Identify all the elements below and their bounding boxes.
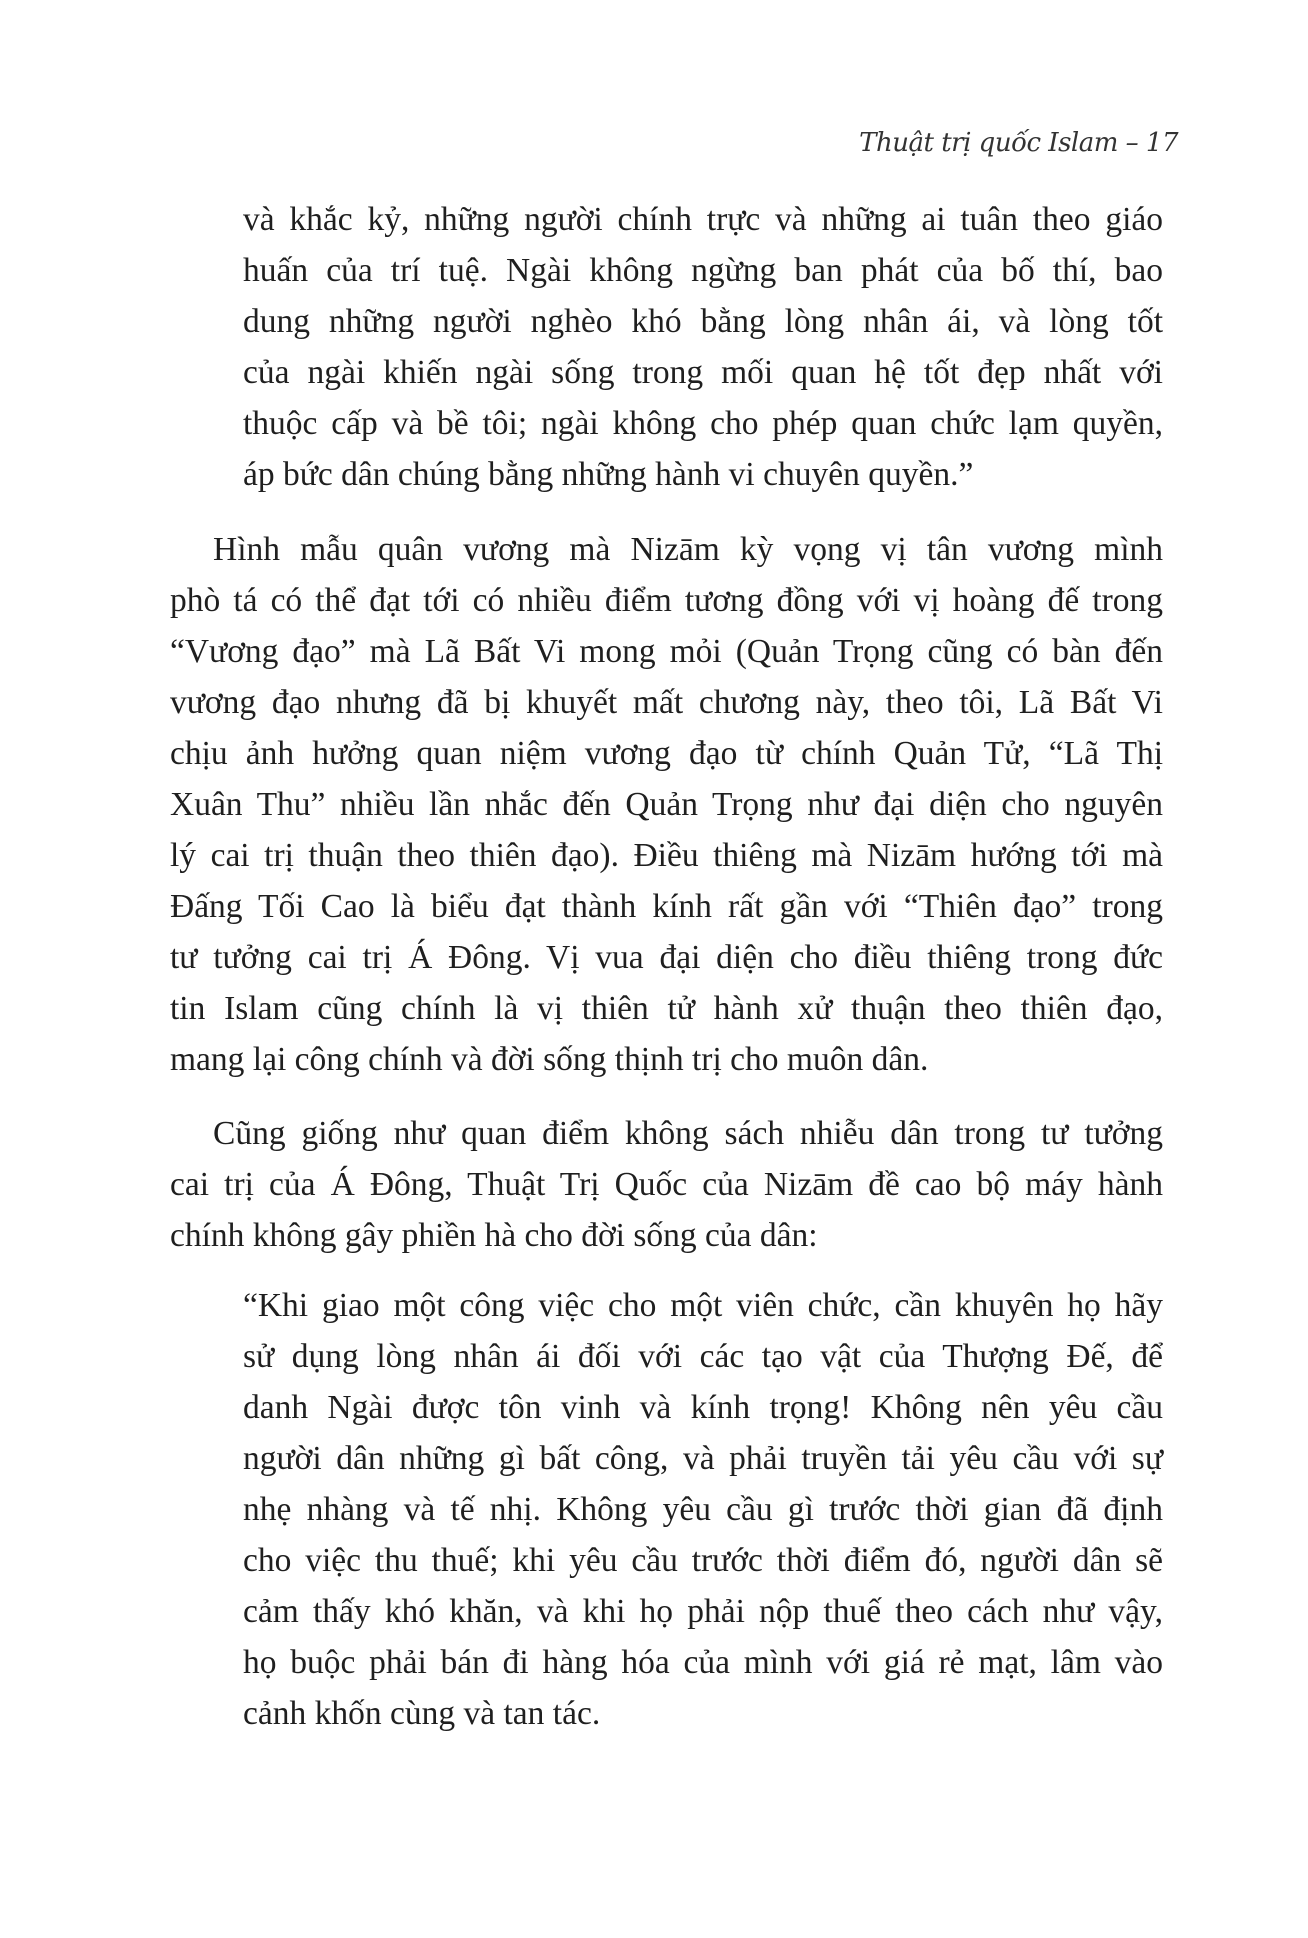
text-line: cảm thấy khó khăn, và khi họ phải nộp thuế theo cách như vậy, xyxy=(243,1593,1163,1630)
text-line: tư tưởng cai trị Á Đông. Vị vua đại diện cho điều thiêng trong đức xyxy=(170,939,1163,976)
text-line: cảnh khốn cùng và tan tác. xyxy=(243,1695,601,1732)
text-line: vương đạo nhưng đã bị khuyết mất chương này, theo tôi, Lã Bất Vi xyxy=(170,684,1163,721)
text-line: cai trị của Á Đông, Thuật Trị Quốc của Nizām đề cao bộ máy hành xyxy=(170,1166,1163,1203)
text-line: thuộc cấp và bề tôi; ngài không cho phép quan chức lạm quyền, xyxy=(243,405,1163,442)
text-line: sử dụng lòng nhân ái đối với các tạo vật của Thượng Đế, để xyxy=(243,1338,1163,1375)
text-line: họ buộc phải bán đi hàng hóa của mình với giá rẻ mạt, lâm vào xyxy=(243,1644,1163,1681)
text-line: Hình mẫu quân vương mà Nizām kỳ vọng vị tân vương mình xyxy=(213,531,1163,568)
text-line: “Vương đạo” mà Lã Bất Vi mong mỏi (Quản Trọng cũng có bàn đến xyxy=(170,633,1163,670)
text-line: lý cai trị thuận theo thiên đạo). Điều thiêng mà Nizām hướng tới mà xyxy=(170,837,1163,874)
text-line: dung những người nghèo khó bằng lòng nhân ái, và lòng tốt xyxy=(243,303,1163,340)
text-line: áp bức dân chúng bằng những hành vi chuyên quyền.” xyxy=(243,456,974,493)
text-line: chính không gây phiền hà cho đời sống của dân: xyxy=(170,1217,818,1254)
text-line: “Khi giao một công việc cho một viên chức, cần khuyên họ hãy xyxy=(243,1287,1163,1324)
running-head: Thuật trị quốc Islam – 17 xyxy=(859,128,1178,158)
text-line: chịu ảnh hưởng quan niệm vương đạo từ chính Quản Tử, “Lã Thị xyxy=(170,735,1163,772)
text-line: tin Islam cũng chính là vị thiên tử hành xử thuận theo thiên đạo, xyxy=(170,990,1163,1027)
text-line: người dân những gì bất công, và phải truyền tải yêu cầu với sự xyxy=(243,1440,1163,1477)
text-line: Xuân Thu” nhiều lần nhắc đến Quản Trọng như đại diện cho nguyên xyxy=(170,786,1163,823)
text-line: cho việc thu thuế; khi yêu cầu trước thời điểm đó, người dân sẽ xyxy=(243,1542,1163,1579)
text-line: Cũng giống như quan điểm không sách nhiễu dân trong tư tưởng xyxy=(213,1115,1163,1152)
text-line: nhẹ nhàng và tế nhị. Không yêu cầu gì trước thời gian đã định xyxy=(243,1491,1163,1528)
text-line: và khắc kỷ, những người chính trực và những ai tuân theo giáo xyxy=(243,201,1163,238)
text-line: phò tá có thể đạt tới có nhiều điểm tương đồng với vị hoàng đế trong xyxy=(170,582,1163,619)
text-line: của ngài khiến ngài sống trong mối quan hệ tốt đẹp nhất với xyxy=(243,354,1163,391)
text-line: mang lại công chính và đời sống thịnh trị cho muôn dân. xyxy=(170,1041,929,1078)
text-line: danh Ngài được tôn vinh và kính trọng! Không nên yêu cầu xyxy=(243,1389,1163,1426)
text-line: huấn của trí tuệ. Ngài không ngừng ban phát của bố thí, bao xyxy=(243,252,1163,289)
text-line: Đấng Tối Cao là biểu đạt thành kính rất gần với “Thiên đạo” trong xyxy=(170,888,1163,925)
